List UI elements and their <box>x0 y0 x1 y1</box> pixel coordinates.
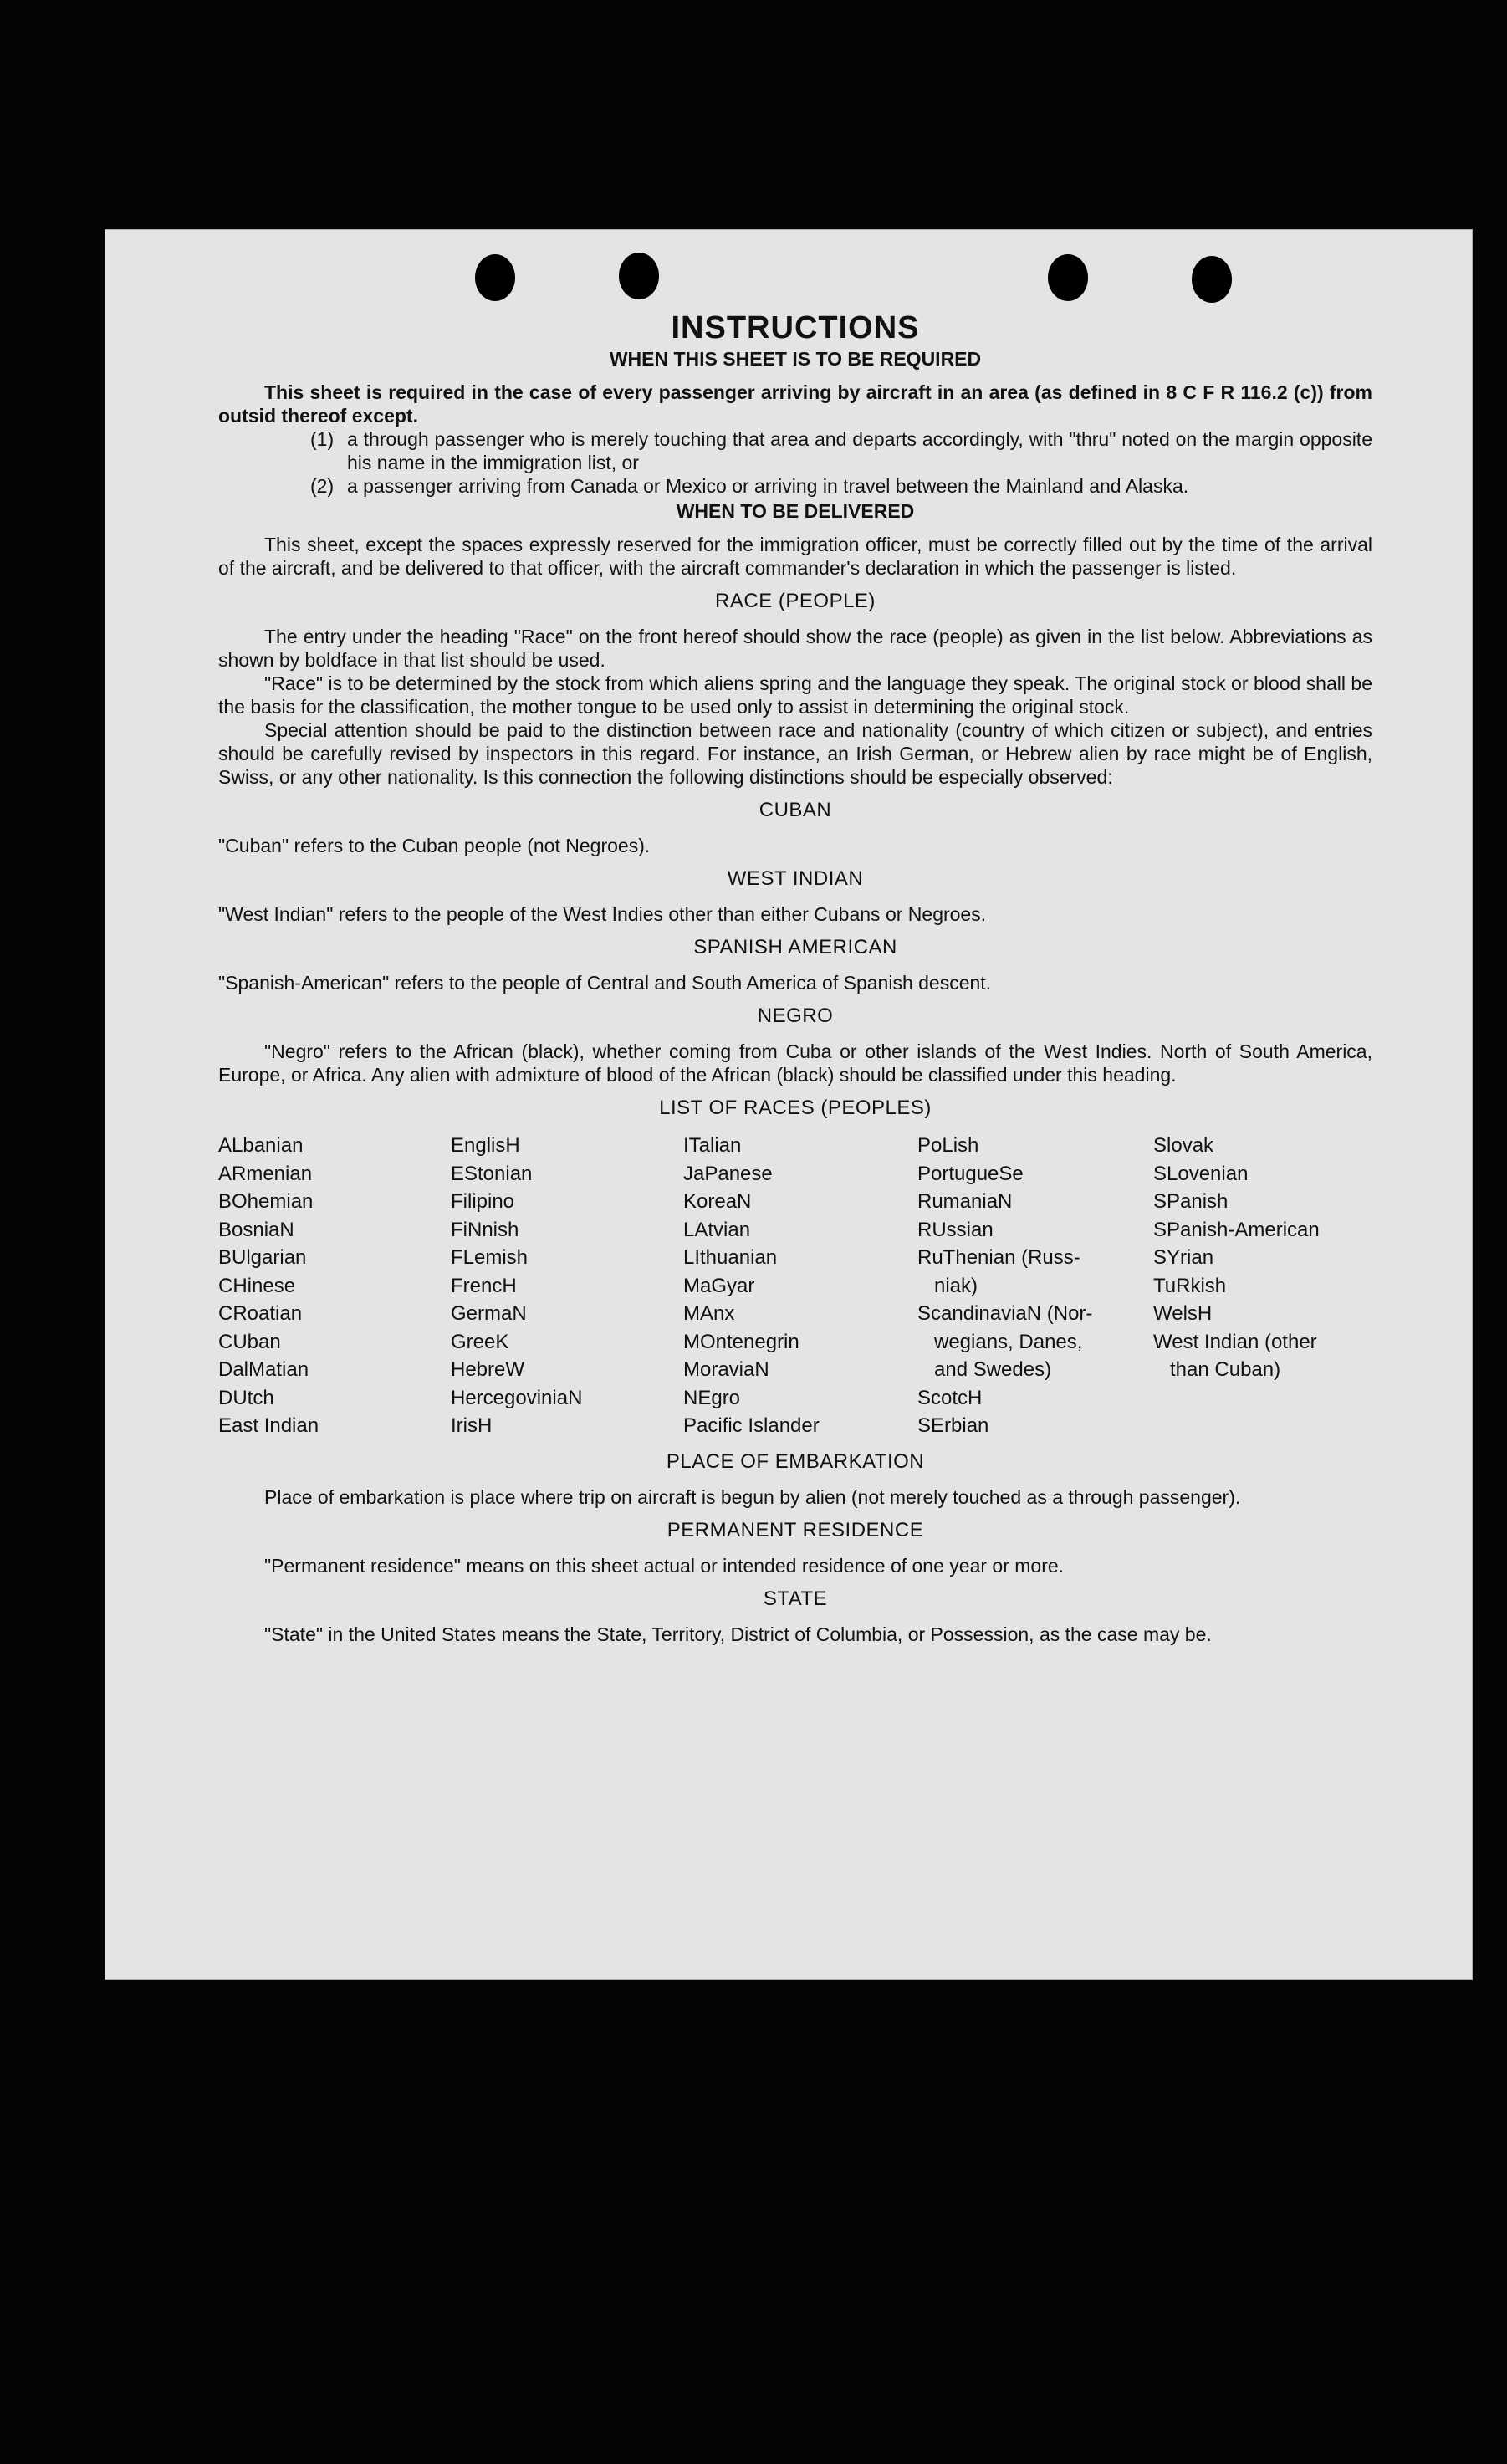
race-entry: East Indian <box>218 1414 319 1437</box>
race-entry: BosniaN <box>218 1218 294 1241</box>
instructions-body <box>218 309 1372 1646</box>
cuban-text: "Cuban" refers to the Cuban people (not Negroes). <box>218 835 651 856</box>
race-entry: Pacific Islander <box>683 1414 820 1437</box>
punch-hole <box>1192 256 1232 303</box>
race-entry: ScotcH <box>917 1386 983 1409</box>
item-number: (1) <box>310 428 335 450</box>
negro-text: "Negro" refers to the African (black), whether coming from Cuba or other islands of the West Indies. North of South America, Europe, or Africa. Any alien with admixture of blood of the African (black) should be classified under this heading. <box>218 1040 1372 1086</box>
race-entry: MaGyar <box>683 1274 755 1297</box>
race-paragraph: "Race" is to be determined by the stock from which aliens spring and the language they speak. The original stock or blood shall be the basis for the classification, the mother tongue to be used only to assist in determining the original stock. <box>218 672 1372 718</box>
race-entry: CUban <box>218 1330 281 1353</box>
spanish-american-text: "Spanish-American" refers to the people of Central and South America of Spanish descent. <box>218 972 992 994</box>
race-entry: CHinese <box>218 1274 296 1297</box>
race-entry: SErbian <box>917 1414 989 1437</box>
race-entry: MoraviaN <box>683 1358 769 1381</box>
race-paragraph: Special attention should be paid to the distinction between race and nationality (country of which citizen or subject), and entries should be carefully revised by inspectors in this regard. For instance, an Irish German, or Hebrew alien by race might be of English, Swiss, or any other nationality. Is this connection the following distinctions should be especially observed: <box>218 719 1372 788</box>
race-entry: CRoatian <box>218 1302 303 1325</box>
race-paragraph: The entry under the heading "Race" on the front hereof should show the race (people) as given in the list below. Abbreviations as shown by boldface in that list should be used. <box>218 626 1372 671</box>
section-heading-negro: NEGRO <box>757 1005 834 1027</box>
item-text: a through passenger who is merely touching that area and departs accordingly, with "thru" noted on the margin opposite his name in the immigration list, or <box>347 428 1372 473</box>
delivered-text: This sheet, except the spaces expressly reserved for the immigration officer, must be correctly filled out by the time of the arrival of the aircraft, and be delivered to that officer, with the aircraft commander's declaration in which the passenger is listed. <box>218 534 1372 579</box>
race-entry: Slovak <box>1153 1134 1214 1157</box>
required-item <box>310 474 1372 498</box>
punch-hole <box>619 253 659 299</box>
required-intro: This sheet is required in the case of every passenger arriving by aircraft in an area (as defined in 8 C F R 116.2 (c)) from outsid thereof except. <box>218 381 1372 427</box>
residence-text: "Permanent residence" means on this sheet actual or intended residence of one year or more. <box>264 1554 1065 1577</box>
race-entry: IrisH <box>451 1414 493 1437</box>
race-entry: GreeK <box>451 1330 509 1353</box>
race-entry: ITalian <box>683 1134 742 1157</box>
section-heading-required: WHEN THIS SHEET IS TO BE REQUIRED <box>609 348 982 370</box>
race-entry: LAtvian <box>683 1218 751 1241</box>
race-entry: ARmenian <box>218 1162 313 1185</box>
race-entry: FrencH <box>451 1274 517 1297</box>
race-entry: MAnx <box>683 1302 735 1325</box>
state-text: "State" in the United States means the State, Territory, District of Columbia, or Possession, as the case may be. <box>264 1623 1212 1645</box>
races-list-heading: LIST OF RACES (PEOPLES) <box>659 1097 932 1119</box>
race-entry: Filipino <box>451 1190 515 1213</box>
race-entry: EStonian <box>451 1162 533 1185</box>
section-heading-delivered: WHEN TO BE DELIVERED <box>676 500 915 522</box>
race-entry: MOntenegrin <box>683 1330 799 1353</box>
race-entry: GermaN <box>451 1302 527 1325</box>
races-list <box>218 1132 1372 1440</box>
race-entry: WelsH <box>1153 1302 1213 1325</box>
race-entry: SPanish-American <box>1153 1218 1320 1241</box>
section-heading-cuban: CUBAN <box>759 799 832 821</box>
race-entry: ScandinaviaN (Nor- <box>917 1302 1093 1325</box>
race-entry: NEgro <box>683 1386 741 1409</box>
west-indian-text: "West Indian" refers to the people of the West Indies other than either Cubans or Negroes. <box>218 903 987 925</box>
race-entry: PortugueSe <box>917 1162 1024 1185</box>
embarkation-text: Place of embarkation is place where trip on aircraft is begun by alien (not merely touched as a through passenger). <box>264 1485 1241 1508</box>
section-heading-race: RACE (PEOPLE) <box>715 590 876 612</box>
race-entry: than Cuban) <box>1153 1358 1281 1381</box>
race-entry <box>1153 1412 1372 1440</box>
race-entry: PoLish <box>917 1134 979 1157</box>
race-entry: EnglisH <box>451 1134 520 1157</box>
section-heading-residence: PERMANENT RESIDENCE <box>667 1518 924 1541</box>
race-entry: FiNnish <box>451 1218 519 1241</box>
section-heading-west-indian: WEST INDIAN <box>727 867 864 890</box>
race-entry: DUtch <box>218 1386 274 1409</box>
race-entry: HercegoviniaN <box>451 1386 583 1409</box>
race-entry: BUlgarian <box>218 1246 307 1269</box>
race-entry: wegians, Danes, <box>917 1330 1083 1353</box>
page-title: INSTRUCTIONS <box>671 310 920 345</box>
punch-hole <box>475 254 515 301</box>
race-entry: and Swedes) <box>917 1358 1052 1381</box>
item-number: (2) <box>310 475 335 497</box>
race-entry: RUssian <box>917 1218 994 1241</box>
race-entry: niak) <box>917 1274 978 1297</box>
race-entry: LIthuanian <box>683 1246 778 1269</box>
race-entry: ALbanian <box>218 1134 304 1157</box>
punch-hole <box>1048 254 1088 301</box>
section-heading-state: STATE <box>763 1587 828 1610</box>
item-text: a passenger arriving from Canada or Mexico or arriving in travel between the Mainland and Alaska. <box>347 475 1189 497</box>
race-entry <box>1153 1384 1372 1413</box>
race-entry: KoreaN <box>683 1190 752 1213</box>
document-sheet <box>105 229 1473 1980</box>
race-entry: SPanish <box>1153 1190 1229 1213</box>
race-entry: West Indian (other <box>1153 1330 1317 1353</box>
race-entry: HebreW <box>451 1358 525 1381</box>
race-entry: SYrian <box>1153 1246 1214 1269</box>
race-entry: SLovenian <box>1153 1162 1249 1185</box>
race-entry: RuThenian (Russ- <box>917 1246 1080 1269</box>
section-heading-spanish-american: SPANISH AMERICAN <box>693 936 897 959</box>
race-entry: RumaniaN <box>917 1190 1013 1213</box>
race-entry: FLemish <box>451 1246 529 1269</box>
race-entry: TuRkish <box>1153 1274 1227 1297</box>
required-item <box>310 427 1372 474</box>
section-heading-embarkation: PLACE OF EMBARKATION <box>666 1449 925 1473</box>
race-entry: JaPanese <box>683 1162 773 1185</box>
race-entry: DalMatian <box>218 1358 309 1381</box>
race-entry: BOhemian <box>218 1190 314 1213</box>
